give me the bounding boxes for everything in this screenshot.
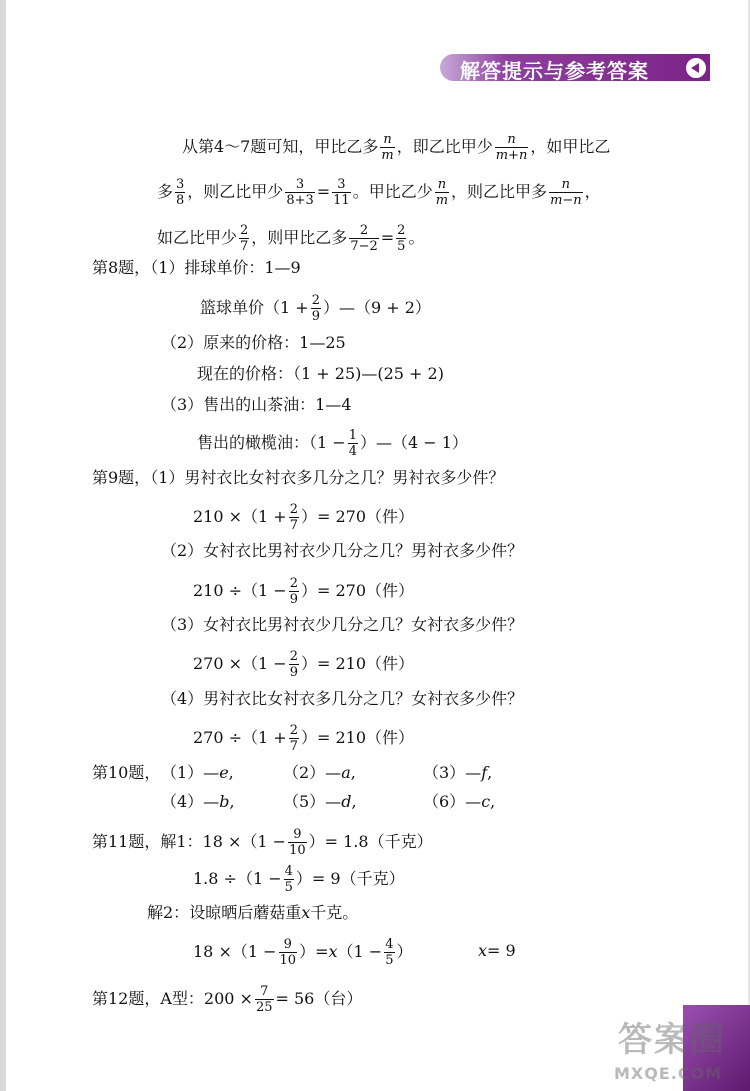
numerator: 9 [283, 937, 292, 952]
q10-item [161, 792, 235, 812]
text: （4）— [161, 792, 220, 811]
text: 。甲比乙少 [352, 182, 433, 201]
answer-letter: d [341, 792, 352, 811]
text: ）= 1.8（千克） [308, 832, 433, 851]
q11-solution-2 [147, 903, 358, 923]
text: ，如甲比乙 [530, 137, 611, 156]
fraction [380, 133, 394, 162]
q10-item [161, 763, 234, 783]
denominator: 10 [289, 843, 306, 858]
numerator: 1 [348, 428, 357, 443]
variable: x [328, 942, 338, 961]
denominator: 9 [289, 592, 298, 607]
text: 篮球单价（1 + [200, 298, 309, 317]
fraction [384, 938, 394, 967]
fraction [348, 429, 358, 458]
fraction [332, 178, 351, 207]
fraction [289, 577, 299, 606]
q9-line-7: （4）男衬衣比女衬衣多几分之几？女衬衣多少件？ [161, 689, 524, 708]
fraction [289, 724, 299, 753]
text: ，则甲比乙多 [251, 228, 348, 247]
answer-letter: c [481, 792, 491, 811]
answer-letter: b [219, 792, 230, 811]
text: ）—（4 − 1） [359, 433, 468, 452]
denominator: 10 [279, 953, 297, 968]
fraction [549, 178, 583, 207]
fraction [289, 503, 299, 532]
q8-line-5: （3）售出的山茶油：1—4 [161, 395, 352, 414]
text: （6）— [423, 792, 482, 811]
text: 270 ×（1 − [193, 654, 287, 673]
text: ）= 210（件） [301, 654, 415, 673]
intro-line-3 [157, 224, 424, 253]
numerator: 2 [289, 649, 298, 664]
text: 。 [408, 228, 425, 247]
watermark [600, 1010, 750, 1090]
text: 1.8 ÷（1 − [193, 869, 282, 888]
q9-line-2 [193, 503, 414, 532]
denominator: 7−2 [350, 239, 378, 254]
text: , [490, 792, 496, 811]
text: ，即乙比甲少 [396, 137, 493, 156]
denominator: m [435, 193, 449, 208]
text: ）= 270（件） [301, 581, 415, 600]
scan-edge-left [0, 0, 6, 1091]
denominator: 8+3 [286, 193, 314, 208]
text: 从第4～7题可知，甲比乙多 [182, 137, 379, 156]
denominator: 5 [397, 239, 406, 254]
text: （1）排球单价：1—9 [150, 258, 301, 277]
denominator: m−n [550, 193, 582, 208]
answer-letter: e [219, 763, 229, 782]
question-label: 第9题， [92, 468, 151, 487]
q10-item [423, 763, 492, 783]
text: , [351, 792, 357, 811]
text: 18 ×（1 − [202, 832, 287, 851]
text: ） [396, 942, 413, 961]
text: , [228, 763, 234, 782]
q10-item [283, 763, 356, 783]
text: 设晾晒后蘑菇重 [189, 903, 302, 922]
q10-label: 第10题， [92, 763, 161, 782]
numerator: n [437, 177, 447, 192]
text: （5）— [283, 792, 342, 811]
q9-line-6 [193, 650, 414, 679]
q11-answer [478, 941, 516, 961]
text: ，则乙比甲少 [187, 182, 284, 201]
denominator: 7 [289, 739, 298, 754]
arrow-left-icon [684, 56, 708, 80]
denominator: 9 [289, 665, 298, 680]
numerator: 2 [289, 723, 298, 738]
q10-item [283, 792, 357, 812]
denominator: 4 [348, 444, 357, 459]
text: ， [584, 182, 601, 201]
answer-letter: f [481, 763, 488, 782]
text: （2）— [283, 763, 342, 782]
fraction [239, 224, 249, 253]
solution-label: 解2： [147, 903, 190, 922]
numerator: 2 [311, 293, 320, 308]
text: ）= [299, 942, 329, 961]
fraction [349, 224, 378, 253]
question-label: 第12题，A型： [92, 989, 204, 1008]
q12-line-1 [92, 985, 362, 1014]
question-label: 第11题，解1： [92, 832, 203, 851]
q10-item [423, 792, 495, 812]
text: , [229, 792, 235, 811]
text: ）= 9（千克） [295, 869, 405, 888]
denominator: 11 [333, 193, 350, 208]
section-title: 解答提示与参考答案 [460, 59, 649, 83]
numerator: 4 [385, 937, 394, 952]
text: = [380, 228, 395, 247]
numerator: 4 [284, 864, 293, 879]
numerator: n [561, 177, 571, 192]
watermark-logo: 答案圈 [618, 1020, 726, 1060]
text: ）= 270（件） [301, 507, 415, 526]
denominator: m+n [495, 148, 528, 163]
variable: x [478, 941, 488, 960]
text: 如乙比甲少 [157, 228, 238, 247]
text: 210 ×（1 + [193, 507, 287, 526]
denominator: 7 [240, 239, 249, 254]
text: 售出的橄榄油：（1 − [197, 433, 346, 452]
text: , [350, 763, 356, 782]
fraction [288, 828, 307, 857]
fraction [255, 985, 274, 1014]
fraction [284, 865, 294, 894]
numerator: 7 [260, 984, 269, 999]
intro-line-1 [182, 133, 610, 162]
numerator: 2 [397, 223, 406, 238]
text: （1）男衬衣比女衬衣多几分之几？男衬衣多少件？ [150, 468, 505, 487]
intro-line-2 [157, 178, 601, 207]
question-label: 第8题， [92, 258, 151, 277]
denominator: 8 [176, 193, 185, 208]
q9-line-1 [92, 468, 504, 488]
text: = [316, 182, 331, 201]
q11-line-2 [193, 865, 405, 894]
text: ）—（9 + 2） [322, 298, 431, 317]
text: 多 [157, 182, 174, 201]
numerator: n [507, 132, 516, 147]
denominator: 7 [289, 518, 298, 533]
text: （1）— [161, 763, 220, 782]
q11-line-1 [92, 828, 433, 857]
q9-line-3: （2）女衬衣比男衬衣少几分之几？男衬衣多少件？ [161, 541, 524, 560]
q9-line-8 [193, 724, 414, 753]
numerator: 3 [295, 177, 305, 192]
denominator: 5 [385, 953, 394, 968]
text: 270 ÷（1 + [193, 728, 287, 747]
text: 千克。 [310, 903, 359, 922]
denominator: 5 [284, 880, 293, 895]
denominator: m [381, 148, 394, 163]
q11-line-3 [193, 938, 413, 967]
q8-line-3: （2）原来的价格：1—25 [161, 333, 346, 352]
watermark-url: MXQE.COM [614, 1064, 723, 1083]
text: 200 × [203, 989, 253, 1008]
denominator: 25 [255, 1000, 273, 1015]
fraction [285, 178, 314, 207]
section-banner [440, 54, 710, 81]
numerator: 2 [289, 502, 298, 517]
text: ，则乙比甲多 [451, 182, 548, 201]
numerator: 2 [289, 576, 298, 591]
fraction [311, 294, 321, 323]
q8-line-6 [197, 429, 468, 458]
denominator: 9 [311, 309, 320, 324]
text: （3）— [423, 763, 482, 782]
q8-line-2 [200, 294, 431, 323]
text: = 56（台） [275, 989, 363, 1008]
text: , [487, 763, 493, 782]
numerator: 3 [176, 177, 185, 192]
numerator: n [383, 132, 392, 147]
numerator: 2 [359, 223, 369, 238]
fraction [279, 938, 298, 967]
q8-line-1 [92, 258, 301, 278]
numerator: 3 [337, 177, 346, 192]
fraction [495, 133, 529, 162]
text: = 9 [487, 941, 516, 960]
variable: x [301, 903, 311, 922]
text: 210 ÷（1 − [193, 581, 287, 600]
numerator: 9 [293, 827, 302, 842]
text: ）= 210（件） [301, 728, 415, 747]
text: （1 − [337, 942, 383, 961]
q9-line-4 [193, 577, 414, 606]
numerator: 2 [240, 223, 249, 238]
text: 18 ×（1 − [193, 942, 277, 961]
answer-letter: a [341, 763, 351, 782]
q8-line-4: 现在的价格：（1 + 25)—(25 + 2) [197, 364, 444, 383]
fraction [435, 178, 449, 207]
fraction [289, 650, 299, 679]
q9-line-5: （3）女衬衣比男衬衣少几分之几？女衬衣多少件？ [161, 615, 524, 634]
fraction [396, 224, 406, 253]
fraction [175, 178, 185, 207]
